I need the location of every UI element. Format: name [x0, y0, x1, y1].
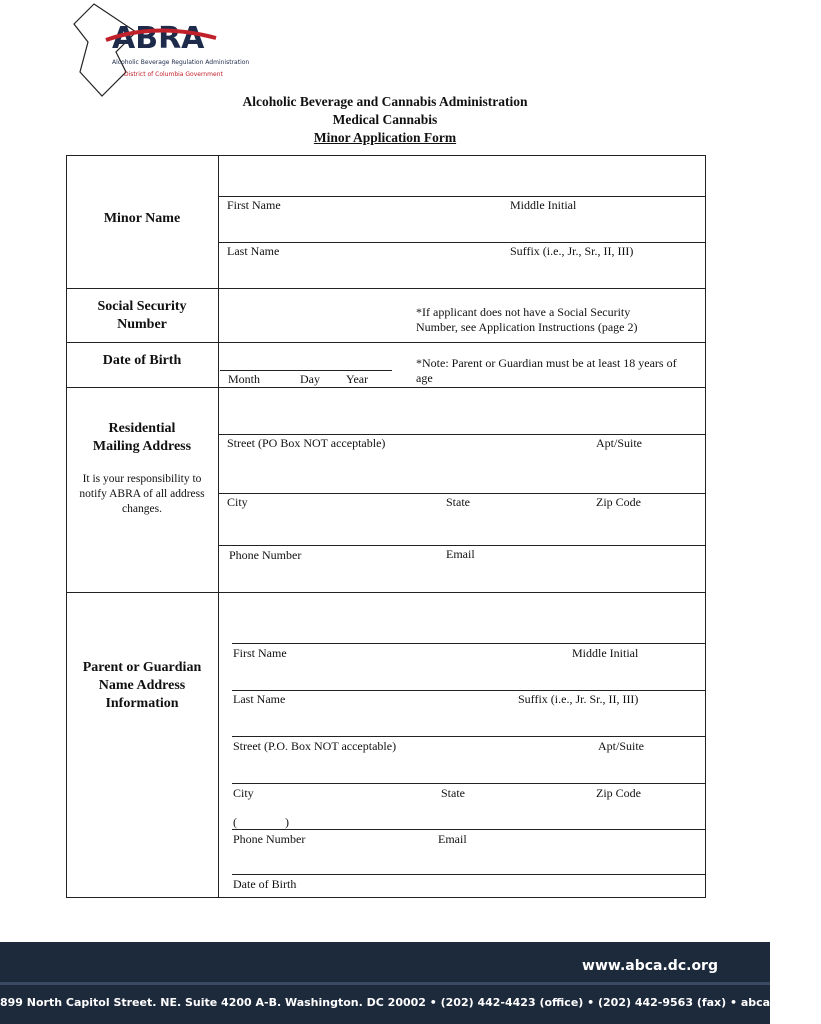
ssn-title: Social Security Number: [97, 299, 187, 332]
minor-name-title: Minor Name: [103, 211, 181, 226]
first-name-line[interactable]: [218, 196, 706, 197]
footer: [0, 942, 821, 1024]
ssn-note: *If applicant does not have a Social Security Number, see Application Instructions (page 2): [416, 305, 638, 334]
dob-day-label: Day: [300, 372, 320, 386]
apt-label: Apt/Suite: [596, 436, 643, 450]
email-label: Email: [446, 547, 475, 561]
guardian-last-name-line[interactable]: [232, 690, 706, 691]
form-title: Minor Application Form: [313, 130, 457, 145]
svg-text:Alcoholic Beverage Regulation: Alcoholic Beverage Regulation Administration: [112, 59, 250, 66]
dob-year-label: Year: [346, 372, 369, 386]
zip-label: Zip Code: [596, 495, 641, 509]
residential-note: It is your responsibility to notify ABRA of all address changes.: [79, 473, 205, 515]
website-link[interactable]: www.abca.dc.org: [582, 958, 718, 974]
guardian-dob-line[interactable]: [232, 874, 706, 875]
guardian-suffix-label: Suffix (i.e., Jr. Sr., II, III): [518, 692, 639, 706]
guardian-zip-label: Zip Code: [596, 786, 641, 800]
guardian-dob-label: Date of Birth: [233, 877, 297, 891]
suffix-label: Suffix (i.e., Jr., Sr., II, III): [510, 244, 634, 258]
street-label: Street (PO Box NOT acceptable): [227, 436, 386, 450]
guardian-street-label: Street (P.O. Box NOT acceptable): [233, 739, 397, 753]
dob-month-label: Month: [228, 372, 261, 386]
last-name-line[interactable]: [218, 242, 706, 243]
svg-text:District of Columbia Governmen: District of Columbia Government: [124, 71, 223, 78]
guardian-first-name-label: First Name: [233, 646, 287, 660]
dob-input-line[interactable]: [220, 370, 392, 371]
guardian-phone-label: Phone Number: [233, 832, 306, 846]
last-name-label: Last Name: [227, 244, 280, 258]
guardian-title: Parent or Guardian Name Address Information: [82, 660, 202, 711]
guardian-apt-label: Apt/Suite: [598, 739, 645, 753]
first-name-label: First Name: [227, 198, 281, 212]
agency-title: Alcoholic Beverage and Cannabis Administration: [242, 94, 528, 109]
state-label: State: [446, 495, 470, 509]
dob-title: Date of Birth: [102, 353, 182, 368]
dob-note: *Note: Parent or Guardian must be at least 18 years of age: [416, 356, 677, 385]
guardian-phone-line[interactable]: [232, 829, 706, 830]
guardian-email-label: Email: [438, 832, 467, 846]
footer-divider: [0, 982, 770, 985]
phone-line[interactable]: [218, 545, 706, 546]
guardian-first-name-line[interactable]: [232, 643, 706, 644]
guardian-middle-initial-label: Middle Initial: [572, 646, 639, 660]
svg-text:ABRA: ABRA: [112, 21, 205, 56]
abra-logo: [66, 2, 250, 98]
guardian-state-label: State: [441, 786, 465, 800]
column-divider: [218, 155, 219, 898]
phone-label: Phone Number: [229, 548, 302, 562]
middle-initial-label: Middle Initial: [510, 198, 577, 212]
city-label: City: [227, 495, 248, 509]
street-line[interactable]: [218, 434, 706, 435]
program-title: Medical Cannabis: [332, 112, 438, 127]
guardian-street-line[interactable]: [232, 736, 706, 737]
city-line[interactable]: [218, 493, 706, 494]
residential-title: Residential Mailing Address: [92, 421, 192, 454]
contact-address: 899 North Capitol Street. NE. Suite 4200 A-B. Washington. DC 20002 • (202) 442-4423 (office) • (202) 442-9563 (fax) • abca@dc.org: [0, 996, 821, 1009]
guardian-city-line[interactable]: [232, 783, 706, 784]
guardian-city-label: City: [233, 786, 254, 800]
guardian-last-name-label: Last Name: [233, 692, 286, 706]
guardian-phone-parens: ( ): [233, 815, 289, 829]
